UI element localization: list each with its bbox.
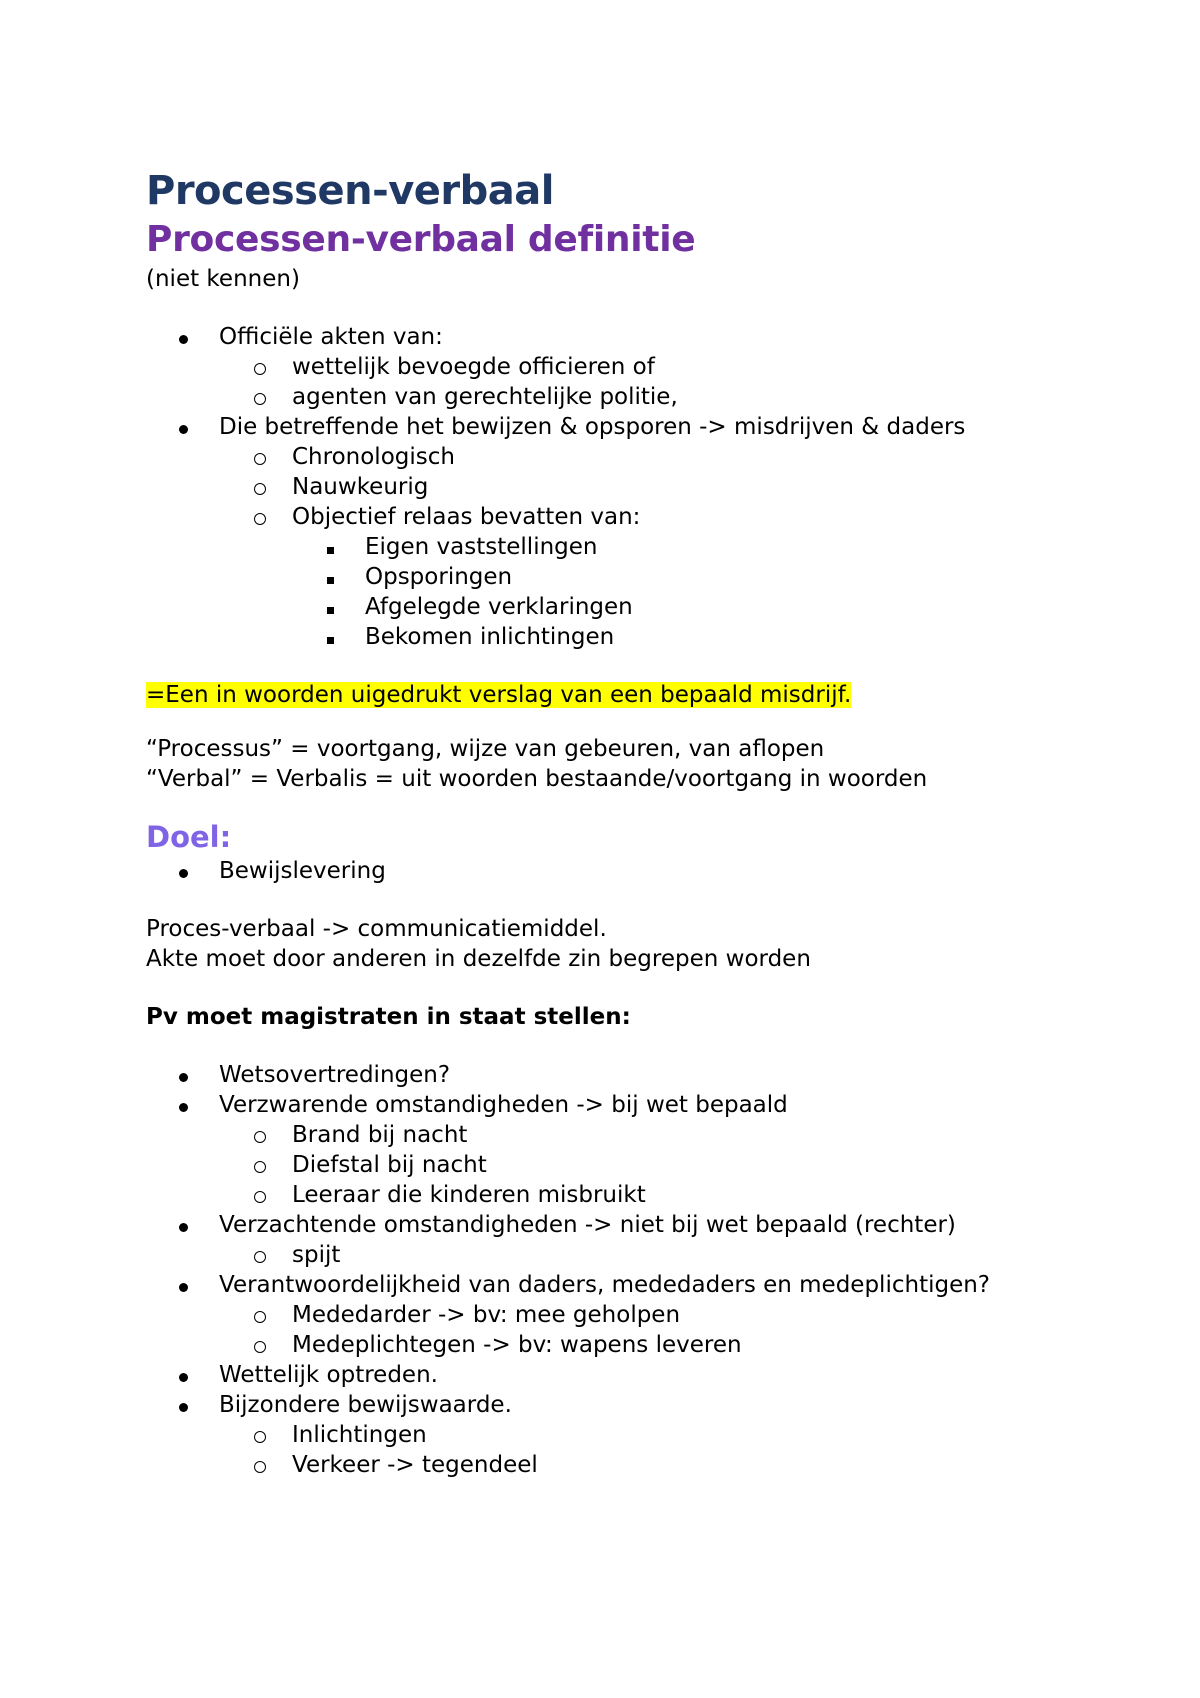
bullet-icon — [179, 1060, 188, 1090]
list-item: spijt — [146, 1240, 1146, 1270]
magistraten-list — [146, 1060, 1146, 1480]
list-item: Bijzondere bewijswaarde. — [146, 1390, 1146, 1420]
spacer — [146, 886, 1146, 914]
circle-bullet-icon — [254, 1120, 266, 1151]
definition-list — [146, 322, 1146, 652]
list-item: Bewijslevering — [146, 856, 1146, 886]
bullet-icon — [179, 1090, 188, 1120]
etymology-line: “Verbal” = Verbalis = uit woorden bestaande/voortgang in woorden — [146, 766, 928, 792]
list-item: Brand bij nacht — [146, 1120, 1146, 1150]
circle-bullet-icon — [254, 382, 266, 413]
circle-bullet-icon — [254, 1240, 266, 1271]
spacer — [146, 652, 1146, 680]
list-item: Diefstal bij nacht — [146, 1150, 1146, 1180]
definition-highlight — [146, 680, 1146, 710]
communication-line: Akte moet door anderen in dezelfde zin begrepen worden — [146, 946, 811, 972]
list-item: Verzwarende omstandigheden -> bij wet bepaald — [146, 1090, 1146, 1120]
circle-bullet-icon — [254, 352, 266, 383]
spacer — [146, 974, 1146, 1002]
list-item: Wettelijk optreden. — [146, 1360, 1146, 1390]
circle-bullet-icon — [254, 1330, 266, 1361]
etymology-line: “Processus” = voortgang, wijze van gebeuren, van aflopen — [146, 736, 825, 762]
circle-bullet-icon — [254, 1450, 266, 1481]
square-bullet-icon — [327, 622, 334, 652]
list-item: Bekomen inlichtingen — [146, 622, 1146, 652]
bullet-icon — [179, 322, 188, 352]
list-item: Wetsovertredingen? — [146, 1060, 1146, 1090]
bullet-icon — [179, 412, 188, 442]
communication-line: Proces-verbaal -> communicatiemiddel. — [146, 916, 607, 942]
circle-bullet-icon — [254, 1300, 266, 1331]
section-heading-doel: Doel: — [146, 820, 232, 854]
circle-bullet-icon — [254, 442, 266, 473]
circle-bullet-icon — [254, 502, 266, 533]
square-bullet-icon — [327, 592, 334, 622]
page-title: Processen-verbaal — [146, 168, 554, 214]
list-item: Verzachtende omstandigheden -> niet bij wet bepaald (rechter) — [146, 1210, 1146, 1240]
list-item: agenten van gerechtelijke politie, — [146, 382, 1146, 412]
circle-bullet-icon — [254, 472, 266, 503]
doel-list — [146, 856, 1146, 886]
bullet-icon — [179, 856, 188, 886]
bullet-icon — [179, 1390, 188, 1420]
square-bullet-icon — [327, 562, 334, 592]
spacer — [146, 794, 1146, 818]
list-item: Verkeer -> tegendeel — [146, 1450, 1146, 1480]
list-item: Verantwoordelijkheid van daders, mededaders en medeplichtigen? — [146, 1270, 1146, 1300]
note-text: (niet kennen) — [146, 266, 300, 292]
bullet-icon — [179, 1210, 188, 1240]
list-item: Leeraar die kinderen misbruikt — [146, 1180, 1146, 1210]
magistraten-heading: Pv moet magistraten in staat stellen: — [146, 1004, 631, 1030]
circle-bullet-icon — [254, 1420, 266, 1451]
circle-bullet-icon — [254, 1150, 266, 1181]
list-item: Eigen vaststellingen — [146, 532, 1146, 562]
spacer — [146, 294, 1146, 322]
spacer — [146, 710, 1146, 734]
list-item: Inlichtingen — [146, 1420, 1146, 1450]
list-item: Mededarder -> bv: mee geholpen — [146, 1300, 1146, 1330]
list-item: Opsporingen — [146, 562, 1146, 592]
square-bullet-icon — [327, 532, 334, 562]
highlighted-text: =Een in woorden uigedrukt verslag van een bepaald misdrijf. — [146, 682, 852, 708]
list-item: Officiële akten van: — [146, 322, 1146, 352]
list-item: Objectief relaas bevatten van: — [146, 502, 1146, 532]
spacer — [146, 1032, 1146, 1060]
list-item: wettelijk bevoegde officieren of — [146, 352, 1146, 382]
list-item: Die betreffende het bewijzen & opsporen -> misdrijven & daders — [146, 412, 1146, 442]
list-item: Chronologisch — [146, 442, 1146, 472]
bullet-icon — [179, 1270, 188, 1300]
circle-bullet-icon — [254, 1180, 266, 1211]
list-item: Afgelegde verklaringen — [146, 592, 1146, 622]
list-item: Medeplichtegen -> bv: wapens leveren — [146, 1330, 1146, 1360]
list-item: Nauwkeurig — [146, 472, 1146, 502]
bullet-icon — [179, 1360, 188, 1390]
section-heading-definitie: Processen-verbaal definitie — [146, 219, 696, 260]
document-content — [146, 166, 1146, 1480]
